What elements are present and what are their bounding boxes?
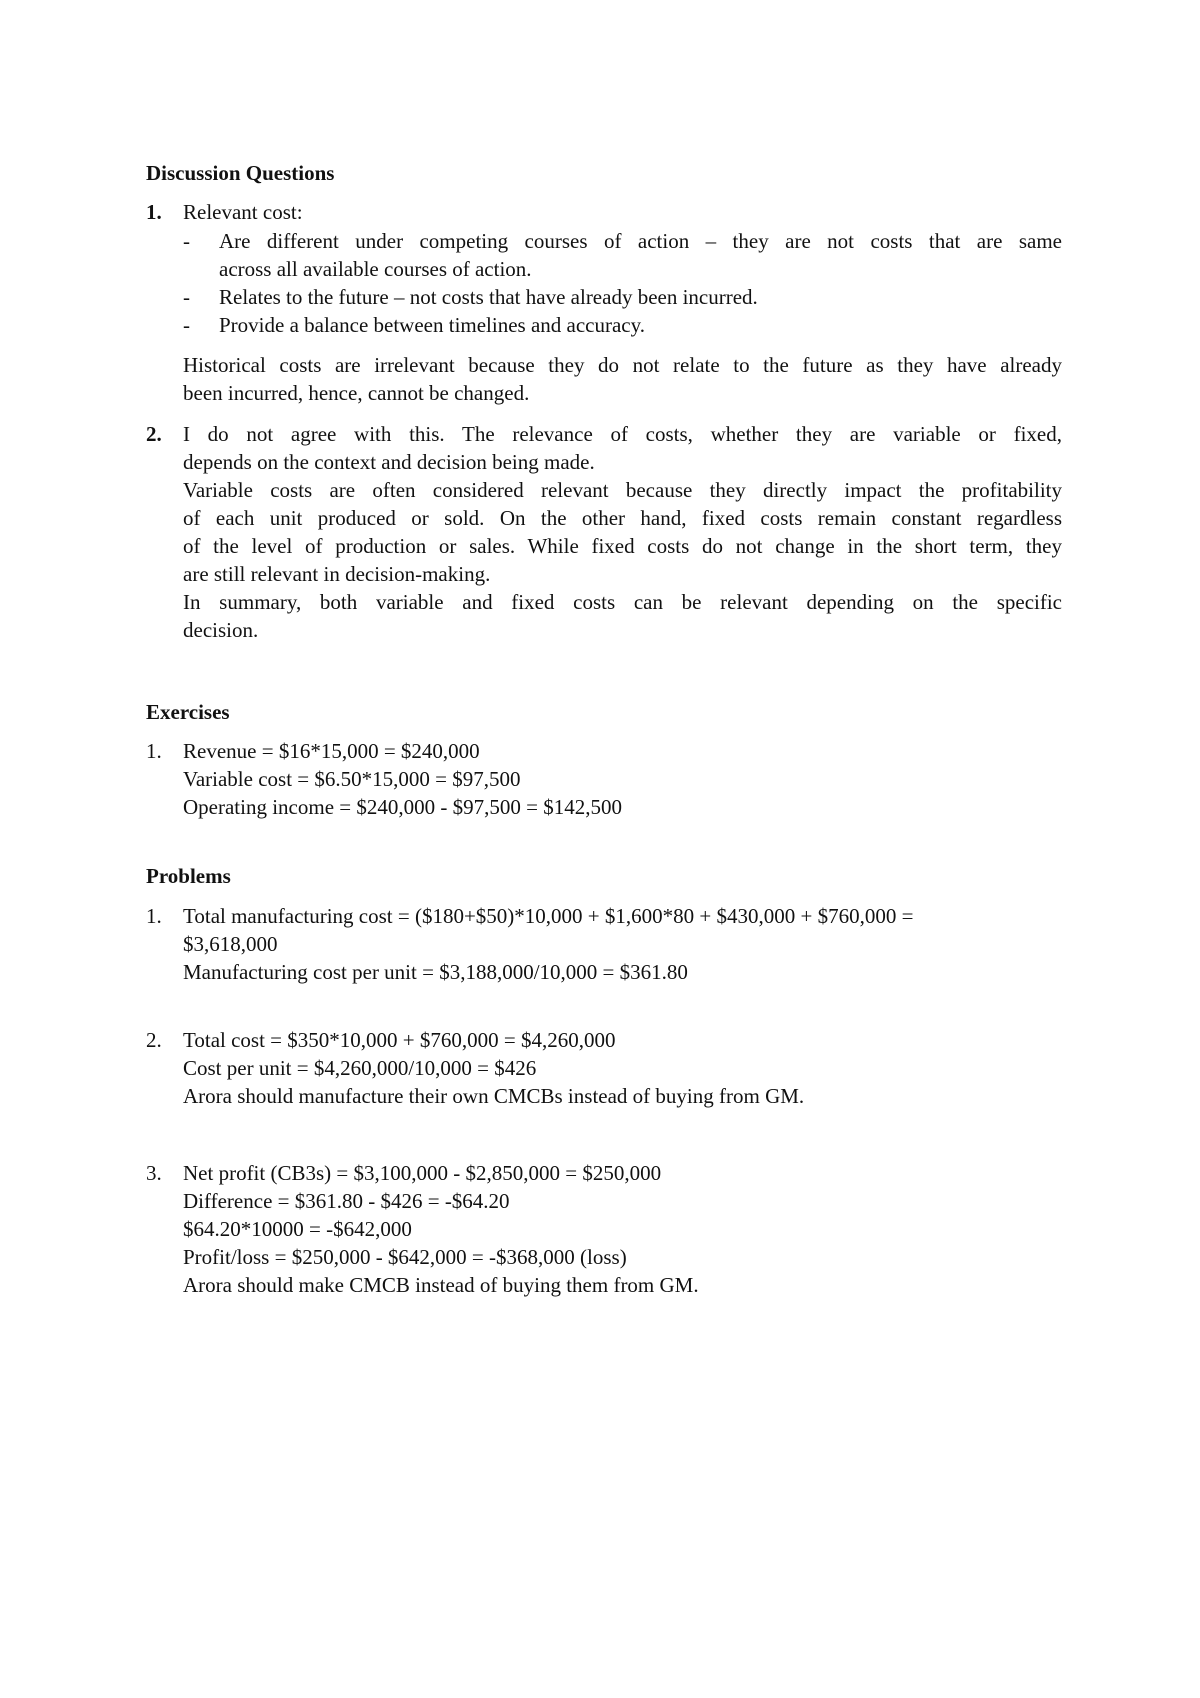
problem-1-line-3: Manufacturing cost per unit = $3,188,000/10,000 = $361.80 [183,960,688,984]
problem-3-number: 3. [146,1161,162,1185]
q1-closing-line-2: been incurred, hence, cannot be changed. [183,381,530,405]
exercise-1-line-3: Operating income = $240,000 - $97,500 = $142,500 [183,795,622,819]
exercises-heading: Exercises [146,700,230,724]
exercise-1-number: 1. [146,739,162,763]
problem-1-line-1: Total manufacturing cost = ($180+$50)*10,000 + $1,600*80 + $430,000 + $760,000 = [183,904,914,928]
q1-number: 1. [146,200,162,224]
problem-1-number: 1. [146,904,162,928]
q2-line-4: of each unit produced or sold. On the other hand, fixed costs remain constant regardless [183,506,1062,530]
discussion-heading: Discussion Questions [146,161,335,185]
problem-3-line-2: Difference = $361.80 - $426 = -$64.20 [183,1189,510,1213]
q2-line-6: are still relevant in decision-making. [183,562,491,586]
q1-bullet-1-line-2: across all available courses of action. [219,257,532,281]
q1-bullet-1-dash: - [183,229,190,253]
problem-3-line-1: Net profit (CB3s) = $3,100,000 - $2,850,000 = $250,000 [183,1161,662,1185]
q1-bullet-2-dash: - [183,285,190,309]
q2-line-7: In summary, both variable and fixed costs can be relevant depending on the specific [183,590,1062,614]
q1-bullet-3-line-1: Provide a balance between timelines and accuracy. [219,313,646,337]
exercise-1-line-1: Revenue = $16*15,000 = $240,000 [183,739,480,763]
q1-closing-line-1: Historical costs are irrelevant because they do not relate to the future as they have already [183,353,1062,377]
q2-line-2: depends on the context and decision being made. [183,450,595,474]
problem-2-number: 2. [146,1028,162,1052]
q1-intro: Relevant cost: [183,200,303,224]
problem-3-line-4: Profit/loss = $250,000 - $642,000 = -$368,000 (loss) [183,1245,627,1269]
q2-number: 2. [146,422,162,446]
q2-line-3: Variable costs are often considered relevant because they directly impact the profitability [183,478,1062,502]
q1-bullet-2-line-1: Relates to the future – not costs that have already been incurred. [219,285,758,309]
problem-2-line-3: Arora should manufacture their own CMCBs instead of buying from GM. [183,1084,805,1108]
problem-3-line-5: Arora should make CMCB instead of buying them from GM. [183,1273,699,1297]
exercise-1-line-2: Variable cost = $6.50*15,000 = $97,500 [183,767,521,791]
problem-1-line-2: $3,618,000 [183,932,278,956]
problem-2-line-1: Total cost = $350*10,000 + $760,000 = $4,260,000 [183,1028,616,1052]
problem-3-line-3: $64.20*10000 = -$642,000 [183,1217,412,1241]
problems-heading: Problems [146,864,231,888]
q1-bullet-1-line-1: Are different under competing courses of action – they are not costs that are same [219,229,1062,253]
q2-line-5: of the level of production or sales. While fixed costs do not change in the short term, they [183,534,1062,558]
q2-line-1: I do not agree with this. The relevance of costs, whether they are variable or fixed, [183,422,1062,446]
q2-line-8: decision. [183,618,259,642]
q1-bullet-3-dash: - [183,313,190,337]
problem-2-line-2: Cost per unit = $4,260,000/10,000 = $426 [183,1056,537,1080]
